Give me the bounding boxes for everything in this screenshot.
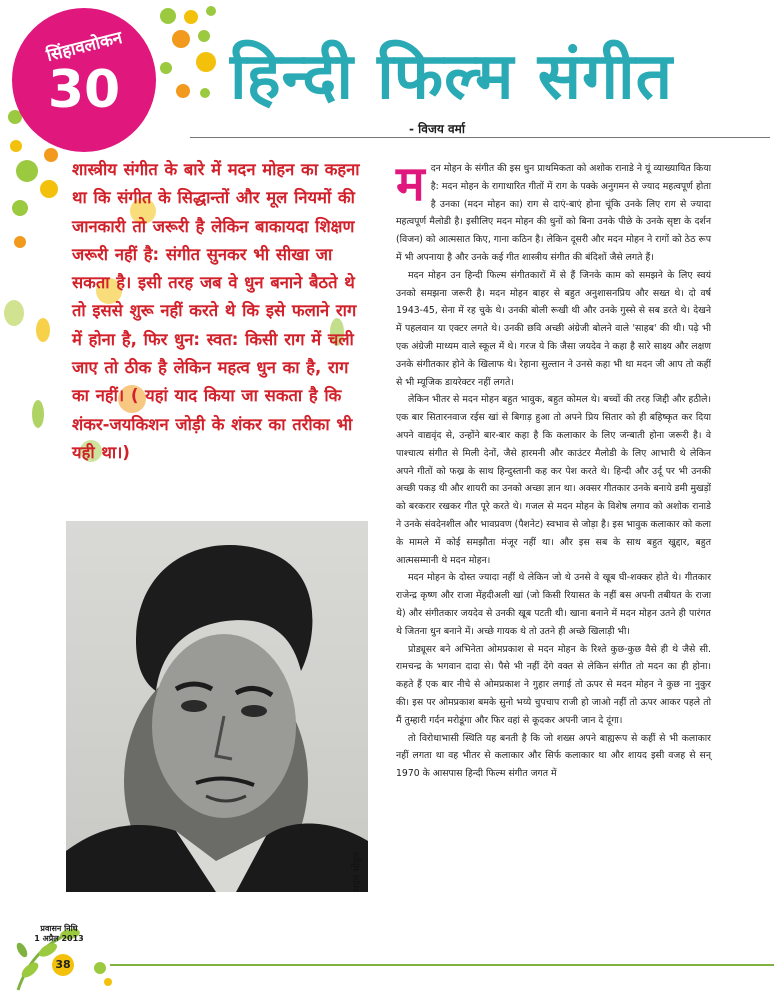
- vine-icon: [8, 890, 118, 998]
- byline: - विजय वर्मा: [409, 122, 465, 136]
- page-title: हिन्दी फिल्म संगीत: [230, 40, 674, 114]
- footer-divider: [110, 964, 774, 966]
- header-divider: [190, 137, 770, 138]
- drop-cap: म: [396, 156, 425, 212]
- publication-date: 1 अप्रैल 2013: [34, 934, 84, 943]
- section-number: 30: [47, 60, 121, 120]
- footer-publication: [28, 924, 90, 944]
- portrait-photo: [66, 521, 368, 892]
- photo-caption: मदन मोहन: [352, 852, 363, 892]
- pull-quote: शास्त्रीय संगीत के बारे में मदन मोहन का कहना था कि संगीत के सिद्धान्तों और मूल नियमों की जानकारी तो जरूरी है लेकिन बाकायदा शिक्षण जरूरी नहीं है: संगीत सुनकर भी सीखा जा सकता है। इसी तरह जब वे धुन बनाने बैठते थे तो इससे शुरू नहीं करते थे कि इसे फलाने राग में होना है, फिर धुन: स्वत: किसी राग में चली जाए तो ठीक है लेकिन महत्व धुन का है, राग का नहीं। ( यहां याद किया जा सकता है कि शंकर-जयकिशन जोड़ी के शंकर का तरीका भी यही था।): [72, 160, 360, 462]
- article-paragraph: प्रोड्यूसर बने अभिनेता ओमप्रकाश से मदन मोहन के रिश्ते कुछ-कुछ वैसे ही थे जैसे सी. रामचन्द्र के भगवान दादा से। पैसे भी नहीं देंगे वक्त से लेकिन संगीत तो मदन का ही होना। कहते हैं एक बार नीचे से ओमप्रकाश ने गुहार लगाई तो ऊपर से मदन मोहन ने कुछ ना नुकुर की। इस पर ओमप्रकाश बमके सुनो भय्ये चुपचाप राजी हो जाओ नहीं तो ऊपर आकर पहले तो मैं तुम्हारी गर्दन मरोडूंगा और फिर वहां से कूदकर अपनी जान दे दूंगा।: [396, 643, 711, 726]
- article-paragraph: तो विरोधाभासी स्थिति यह बनती है कि जो शख्स अपने बाह्यरूप से कहीं से भी कलाकार नहीं लगता था वह भीतर से कलाकार और सिर्फ कलाकार था और शायद इसी वजह से सन् 1970 के आसपास हिन्दी फिल्म संगीत जगत में: [396, 732, 711, 780]
- article-body: [396, 156, 712, 783]
- page-number: 38: [52, 954, 74, 976]
- section-label: सिंहावलोकन: [44, 27, 125, 66]
- article-paragraph: मदन मोहन के दोस्त ज्यादा नहीं थे लेकिन जो थे उनसे वे खूब घी-शक्कर होते थे। गीतकार राजेन्द्र कृष्ण और राजा मेंहदीअली खां (जो किसी रियासत के नहीं बस अपनी तबीयत के राजा थे) और संगीतकार जयदेव से उनकी खूब पटती थी। खाना बनाने में मदन मोहन उतने ही पारंगत थे जितना धुन बनाने में। अच्छे गायक थे तो उतने ही अच्छे खिलाड़ी भी।: [396, 572, 711, 637]
- article-paragraph: मदन मोहन उन हिन्दी फिल्म संगीतकारों में से हैं जिनके काम को समझने के लिए स्वयं उनको समझना जरूरी है। मदन मोहन बाहर से बहुत अनुशासनप्रिय और सख्त थे। दो वर्ष 1943-45, सेना में रह चुके थे। उनकी बोली रूखी थी और उनके गुस्से से सब डरते थे। देखने में पहलवान या एक्टर लगते थे। उनकी छवि अच्छी अंग्रेजी बोलने वाले 'साहब' की थी। पढ़े भी एक अंग्रेजी माध्यम वाले स्कूल में थे। गरज ये कि जैसा जयदेव ने कहा है सारे साक्ष्य और लक्षण उनके संगीतकार होने के खिलाफ थे। रेहाना सुल्तान ने उनसे कहा भी था मदन जी आप तो कहीं से भी म्यूजिक डायरेक्टर नहीं लगते।: [396, 269, 711, 388]
- portrait-illustration: [66, 521, 368, 892]
- article-paragraph: लेकिन भीतर से मदन मोहन बहुत भावुक, बहुत कोमल थे। बच्चों की तरह जिद्दी और हठीले। एक बार सितारनवाज रईस खां से बिगाड़ हुआ तो अपने प्रिय सितार को ही बहिष्कृत कर दिया अपने वाद्यवृंद से, उन्होंने बार-बार कहा है कि कलाकार के लिए जन्बाती होना जरूरी है। वे पाश्चात्य संगीत से मिली देनों, जैसे हारमनी और काउंटर मैलोडी के लिए आभारी थे लेकिन अपने गीतों को फख्र के साथ हिन्दुस्तानी कह कर पेश करते थे। हिन्दी और उर्दू पर भी उनकी अच्छी पकड़ थी और शायरी का उनको अच्छा ज्ञान था। अक्सर गीतकार उनके बनाये डमी मुखड़ों को बरकरार रखकर गीत पूरे करते थे। गजल से मदन मोहन के विशेष लगाव को अशोक रानाडे ने उनके संवदेनशील और भावप्रवण (पैशनेट) स्वभाव से जोड़ा है। इस भावुक कलाकार को कला के मामले में कोई समझौता मंजूर नहीं था। और इस सब के साथ बहुत खुद्दार, बहुत आत्मसम्मानी थे मदन मोहन।: [396, 394, 712, 566]
- article-paragraph: मदन मोहन के संगीत की इस धुन प्राथमिकता को अशोक रानाडे ने यूं व्याख्यायित किया है: मदन मोहन के रागाधारित गीतों में राग के पक्के अनुगमन से ज्याद महत्वपूर्ण होता है उनका (मदन मोहन का) राग से दाएं-बाएं होना चूंकि उनके लिए राग से ज्यादा महत्वपूर्ण मैलोडी है। इसीलिए मदन मोहन की धुनों को बिना उनके पीछे के उनके सृष्टा के दर्शन (विजन) को आत्मसात किए, गाना कठिन है। लेकिन दूसरी और मदन मोहन ने रागों को ठेठ रूप में भी अपनाया है और उनके कई गीत शास्त्रीय संगीत की बंदिशों जैसे लगते हैं।: [396, 156, 711, 263]
- publication-name: प्रवासन निधि: [40, 924, 78, 933]
- section-badge: [12, 8, 156, 152]
